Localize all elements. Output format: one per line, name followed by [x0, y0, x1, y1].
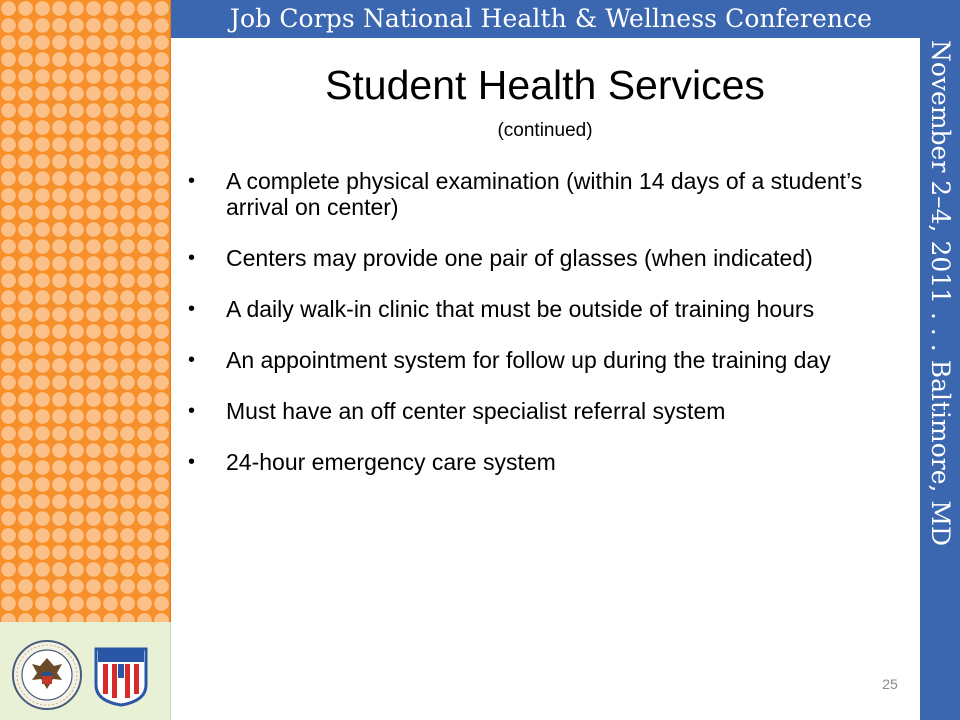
bullet-text: A complete physical examination (within 14 days of a student’s arrival on center) — [226, 168, 863, 220]
bullet-text: 24-hour emergency care system — [226, 449, 556, 475]
slide-subtitle: (continued) — [497, 120, 593, 141]
bullet-text: Must have an off center specialist referral system — [226, 398, 726, 424]
bullet-item — [188, 398, 888, 424]
bullet-item — [188, 245, 888, 271]
bullet-item — [188, 449, 888, 475]
bullet-icon: • — [188, 400, 196, 422]
bullet-text: A daily walk-in clinic that must be outside of training hours — [226, 296, 815, 322]
bullet-icon: • — [188, 247, 196, 269]
slide-title: Student Health Services — [325, 62, 765, 108]
bullet-icon: • — [188, 298, 196, 320]
bullet-icon: • — [188, 170, 196, 192]
bullet-text: Centers may provide one pair of glasses (when indicated) — [226, 245, 813, 271]
job-corps-logo-icon — [94, 645, 148, 707]
page-number: 25 — [882, 676, 898, 692]
date-location-banner: November 2–4, 2011 . . . Baltimore, MD — [926, 40, 955, 547]
seal-icon — [12, 640, 82, 710]
bullet-icon: • — [188, 451, 196, 473]
bullet-list — [188, 168, 888, 500]
bullet-icon: • — [188, 349, 196, 371]
bullet-item — [188, 296, 888, 322]
bullet-item — [188, 168, 888, 220]
bullet-text: An appointment system for follow up during the training day — [226, 347, 831, 373]
bullet-item — [188, 347, 888, 373]
dotted-side-panel — [0, 0, 171, 622]
conference-title: Job Corps National Health & Wellness Conference — [229, 4, 873, 33]
